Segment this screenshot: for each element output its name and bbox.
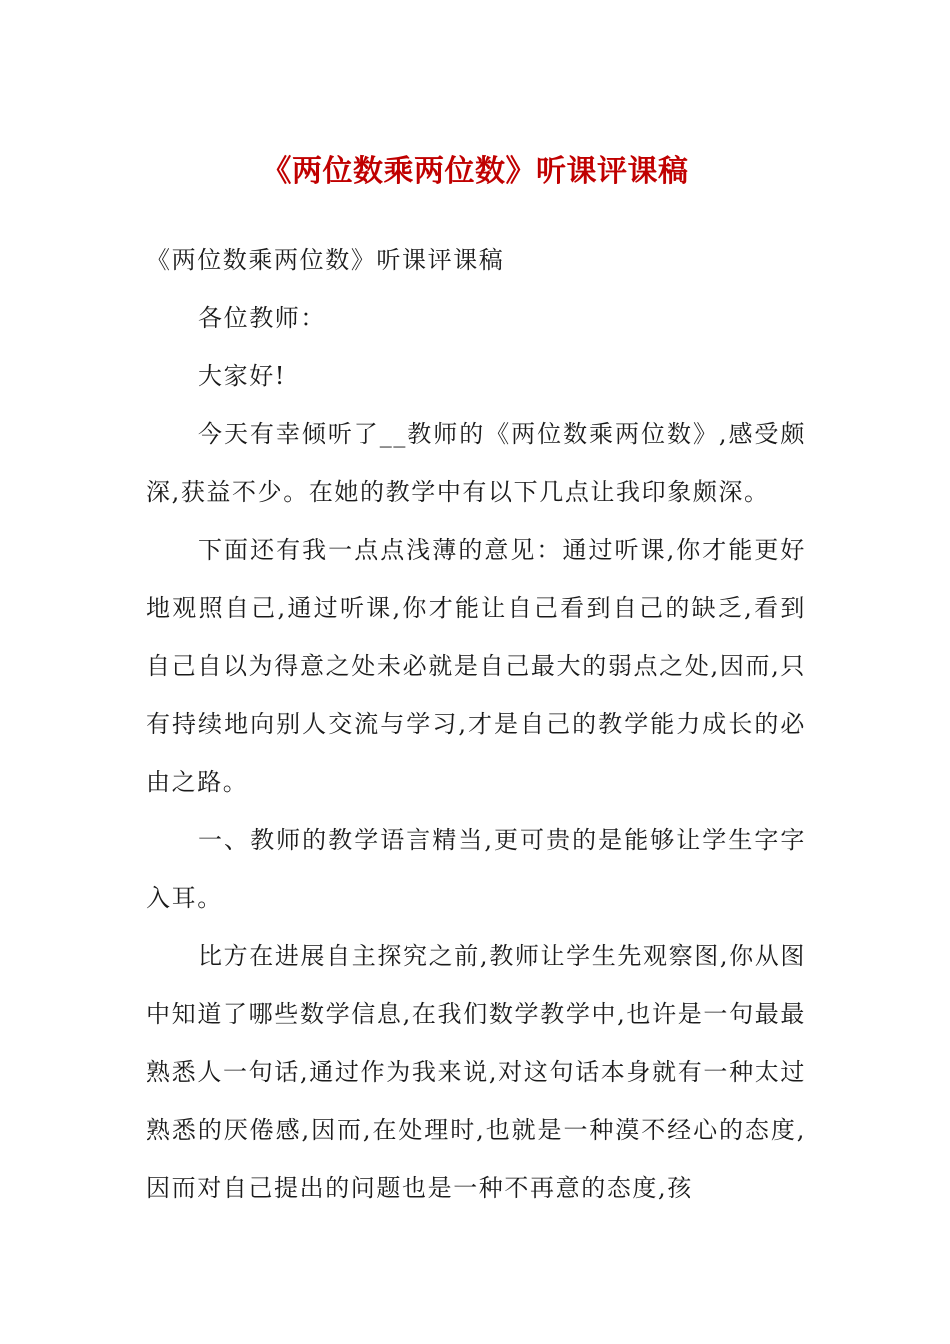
paragraph-subtitle: 《两位数乘两位数》听课评课稿 [146,246,505,274]
paragraph-hello: 大家好! [198,362,287,390]
paragraph-intro: 今天有幸倾听了__教师的《两位数乘两位数》,感受颇深,获益不少。在她的教学中有以下几点让我印象颇深。 [146,420,806,506]
document-title: 《两位数乘两位数》听课评课稿 [261,154,689,189]
paragraph-opinion: 下面还有我一点点浅薄的意见：通过听课,你才能更好地观照自己,通过听课,你才能让自己看到自己的缺乏,看到自己自以为得意之处未必就是自己最大的弱点之处,因而,只有持续地向别人交流与学习,才是自己的教学能力成长的必由之路。 [146,536,806,796]
paragraph-point-one: 一、教师的教学语言精当,更可贵的是能够让学生字字入耳。 [146,826,806,912]
document-body [146,231,806,1217]
paragraph-example: 比方在进展自主探究之前,教师让学生先观察图,你从图中知道了哪些数学信息,在我们数学教学中,也许是一句最最熟悉人一句话,通过作为我来说,对这句话本身就有一种太过熟悉的厌倦感,因而,在处理时,也就是一种漠不经心的态度,因而对自己提出的问题也是一种不再意的态度,孩 [146,942,806,1202]
paragraph-greeting: 各位教师： [198,304,326,332]
